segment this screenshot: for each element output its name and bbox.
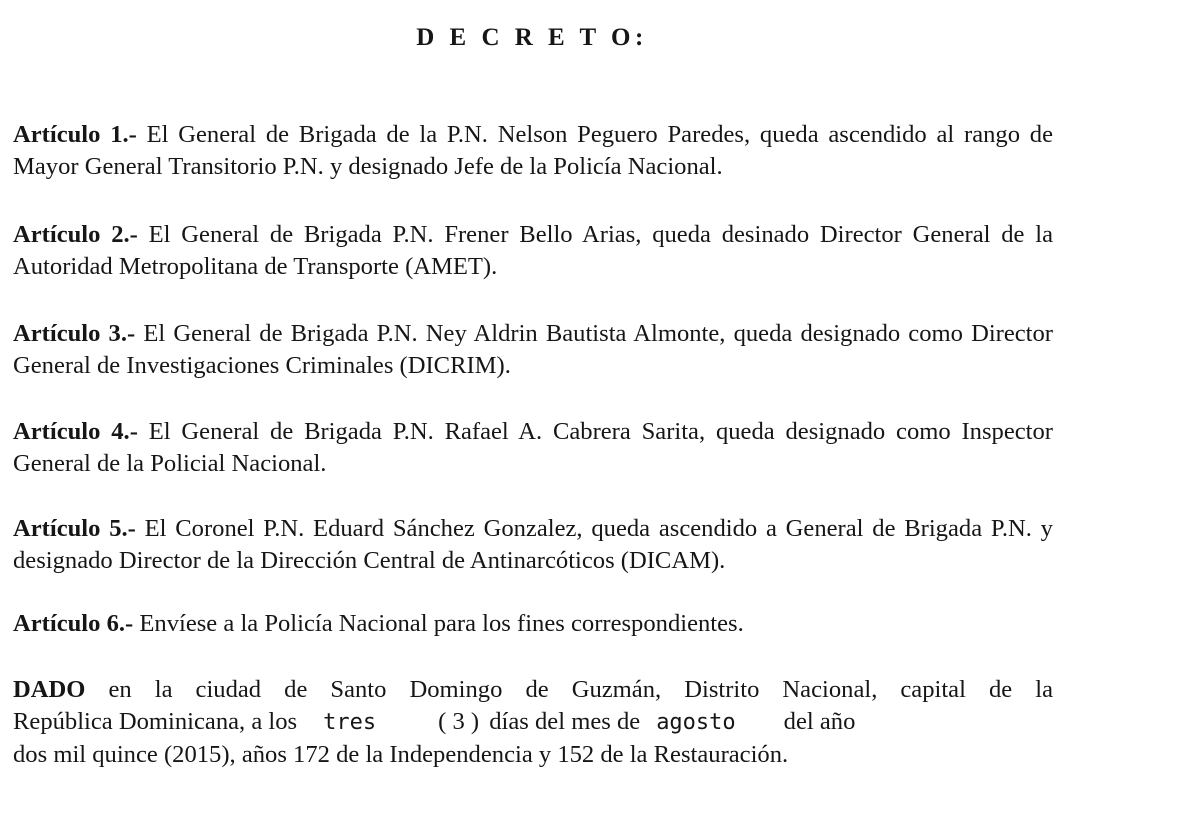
- closing-lead: DADO: [13, 676, 86, 703]
- day-word: tres: [323, 710, 377, 735]
- article-6-text: Envíese a la Policía Nacional para los fines correspondientes.: [139, 610, 744, 637]
- month-word: agosto: [656, 710, 736, 735]
- article-4-text: El General de Brigada P.N. Rafael A. Cabrera Sarita, queda designado como Inspector General de la Policial Nacional.: [13, 418, 1053, 477]
- day-number: ( 3 ): [438, 708, 480, 735]
- closing-line-2-suffix: del año: [783, 708, 856, 735]
- closing-paragraph: [13, 674, 1053, 771]
- closing-line-2-prefix: República Dominicana, a los: [13, 708, 298, 735]
- article-5-text: El Coronel P.N. Eduard Sánchez Gonzalez, queda ascendido a General de Brigada P.N. y designado Director de la Dirección Central de Antinarcóticos (DICAM).: [13, 515, 1053, 574]
- closing-line-2: [13, 706, 1053, 739]
- closing-line-3: dos mil quince (2015), años 172 de la Independencia y 152 de la Restauración.: [13, 741, 789, 768]
- article-1-text: El General de Brigada de la P.N. Nelson Peguero Paredes, queda ascendido al rango de Mayor General Transitorio P.N. y designado Jefe de la Policía Nacional.: [13, 121, 1053, 180]
- article-1: [13, 119, 1053, 183]
- article-5-lead: Artículo 5.-: [13, 515, 136, 542]
- article-4-lead: Artículo 4.-: [13, 418, 138, 445]
- article-1-lead: Artículo 1.-: [13, 121, 137, 148]
- article-2: [13, 219, 1053, 283]
- article-2-text: El General de Brigada P.N. Frener Bello Arias, queda desinado Director General de la Autoridad Metropolitana de Transporte (AMET).: [13, 221, 1053, 280]
- article-3-text: El General de Brigada P.N. Ney Aldrin Bautista Almonte, queda designado como Director General de Investigaciones Criminales (DICRIM).: [13, 320, 1053, 379]
- closing-line-1: [13, 674, 1053, 706]
- article-6-lead: Artículo 6.-: [13, 610, 134, 637]
- article-2-lead: Artículo 2.-: [13, 221, 138, 248]
- article-5: [13, 513, 1053, 577]
- article-3: [13, 318, 1053, 382]
- article-3-lead: Artículo 3.-: [13, 320, 136, 347]
- article-6: [13, 608, 1053, 640]
- article-4: [13, 416, 1053, 480]
- closing-line-1-text: en la ciudad de Santo Domingo de Guzmán, Distrito Nacional, capital de la: [108, 676, 1053, 703]
- decree-title: D E C R E T O:: [416, 24, 648, 51]
- closing-line-2-mid: días del mes de: [489, 708, 641, 735]
